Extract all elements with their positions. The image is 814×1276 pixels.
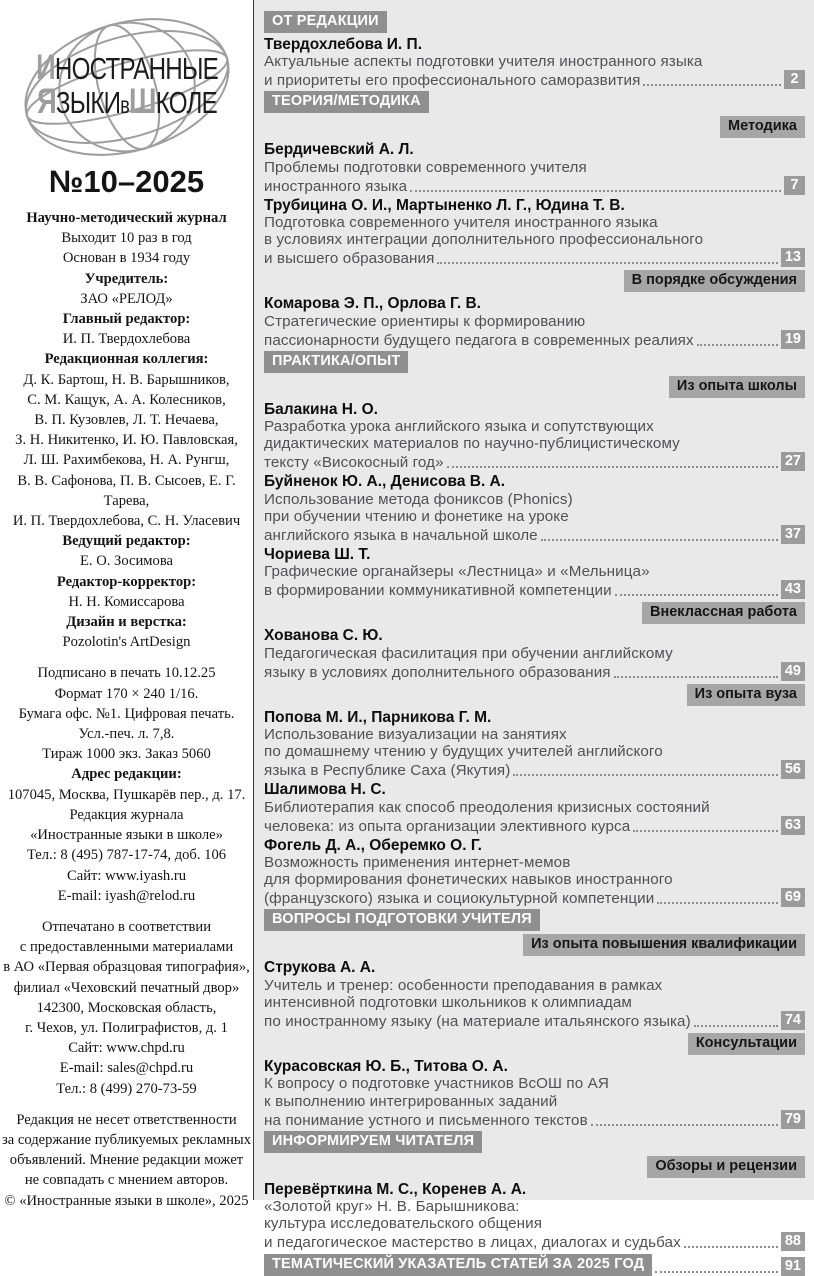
article-title-line: по иностранному языку (на материале итальянского языка) <box>264 1012 691 1030</box>
toc-article-entry <box>264 781 805 834</box>
article-title-line: человека: из опыта организации элективного курса <box>264 817 631 835</box>
article-authors: Курасовская Ю. Б., Титова О. А. <box>264 1058 508 1076</box>
sidebar-text-line: за содержание публикуемых рекламных <box>1 1131 252 1148</box>
dotted-leader <box>643 84 781 86</box>
toc-article-entry <box>264 36 805 89</box>
sidebar-text-line: в АО «Первая образцовая типография», <box>3 959 250 976</box>
toc-subsection-row <box>264 270 805 292</box>
article-authors: Струкова А. А. <box>264 959 376 977</box>
article-title-line: Использование визуализации на занятиях <box>264 726 567 744</box>
toc-article-entry <box>264 1058 805 1129</box>
article-authors: Чориева Ш. Т. <box>264 546 371 564</box>
sidebar-text-line: Редакция журнала <box>69 806 184 823</box>
sidebar-text-line: Адрес редакции: <box>71 766 182 783</box>
article-title-line: Педагогическая фасилитация при обучении английскому <box>264 644 673 662</box>
dotted-leader <box>684 1246 778 1248</box>
issue-number: №10–2025 <box>48 164 205 199</box>
article-title-last-row <box>264 248 805 267</box>
page-number: 74 <box>781 1011 805 1030</box>
sidebar-text-line: Отпечатано в соответствии <box>41 918 212 935</box>
page-number: 13 <box>781 248 805 267</box>
article-title-last-row <box>264 760 805 779</box>
sidebar-text-line: Н. Н. Комиссарова <box>68 593 185 610</box>
article-title-last-row <box>264 816 805 835</box>
article-title-line: Библиотерапия как способ преодоления кризисных состояний <box>264 798 710 816</box>
article-title-last-row <box>264 1011 805 1030</box>
sidebar-text-line: Тел.: 8 (499) 270-73-59 <box>56 1080 197 1097</box>
article-title-last-row <box>264 580 805 599</box>
dotted-leader <box>513 774 777 776</box>
toc-article-entry <box>264 401 805 472</box>
dotted-leader <box>410 190 781 192</box>
article-title-line: английского языка в начальной школе <box>264 526 538 544</box>
dotted-leader <box>541 539 778 541</box>
sidebar-text-line: ЗАО «РЕЛОД» <box>80 290 173 307</box>
sidebar-text-line: E-mail: iyash@relod.ru <box>57 887 196 904</box>
toc-section-badge: ОТ РЕДАКЦИИ <box>264 11 387 33</box>
logo-line-1: ИНОСТРАННЫЕ <box>35 48 218 87</box>
dotted-leader <box>633 830 778 832</box>
sidebar-text-line: И. П. Твердохлебова <box>62 331 191 348</box>
sidebar-text-line: © «Иностранные языки в школе», 2025 <box>4 1192 249 1209</box>
article-title-line: Стратегические ориентиры к формированию <box>264 312 586 330</box>
toc-article-entry <box>264 709 805 780</box>
page-number: 69 <box>781 888 805 907</box>
toc-subsection-badge: Из опыта повышения квалификации <box>523 934 805 956</box>
toc-article-entry <box>264 627 805 680</box>
sidebar-text-line: Усл.-печ. л. 7,8. <box>78 726 175 743</box>
sidebar-text-line: Научно-методический журнал <box>26 210 227 226</box>
page-number: 56 <box>781 760 805 779</box>
article-title-line: Возможность применения интернет-мемов <box>264 854 571 872</box>
sidebar-text-line: объявлений. Мнение редакции может <box>9 1152 244 1169</box>
article-title-line: при обучении чтению и фонетике на уроке <box>264 507 569 525</box>
sidebar-text-line: Сайт: www.iyash.ru <box>66 867 187 884</box>
toc-section-badge: ВОПРОСЫ ПОДГОТОВКИ УЧИТЕЛЯ <box>264 909 540 931</box>
toc-subsection-row <box>264 1156 805 1178</box>
article-title-line: Разработка урока английского языка и сопутствующих <box>264 418 654 436</box>
article-authors: Комарова Э. П., Орлова Г. В. <box>264 295 481 313</box>
sidebar-text-line: С. М. Кащук, А. А. Колесников, <box>27 391 226 408</box>
page-number: 19 <box>781 330 805 349</box>
article-title-line: Подготовка современного учителя иностранного языка <box>264 214 658 232</box>
sidebar-text-line: Тел.: 8 (495) 787-17-74, доб. 106 <box>26 847 227 864</box>
toc-section-badge: ТЕОРИЯ/МЕТОДИКА <box>264 91 429 113</box>
journal-logo <box>9 16 245 158</box>
dotted-leader <box>655 1271 778 1273</box>
sidebar-text-line: Главный редактор: <box>62 311 191 328</box>
toc-article-entry <box>264 473 805 544</box>
article-authors: Хованова С. Ю. <box>264 627 383 645</box>
sidebar-text-line: И. П. Твердохлебова, С. Н. Уласевич <box>12 513 241 530</box>
article-authors: Попова М. И., Парникова Г. М. <box>264 708 492 726</box>
article-title-line: языка в Республике Саха (Якутия) <box>264 762 511 780</box>
page-number: 27 <box>781 452 805 471</box>
toc-subsection-badge: Внеклассная работа <box>642 602 805 624</box>
sidebar-text-line: Тираж 1000 экз. Заказ 5060 <box>42 746 211 763</box>
article-authors: Шалимова Н. С. <box>264 781 386 799</box>
sidebar-text-line: Основан в 1934 году <box>62 250 191 267</box>
toc-subsection-badge: Из опыта школы <box>669 376 805 398</box>
sidebar-text-line: Pozolotin's ArtDesign <box>62 634 191 651</box>
article-authors: Перевёрткина М. С., Коренев А. А. <box>264 1180 527 1198</box>
sidebar-text-line: Редакция не несет ответственности <box>16 1111 237 1128</box>
toc-subsection-row <box>264 116 805 138</box>
toc-subsection-badge: Обзоры и рецензии <box>647 1156 805 1178</box>
sidebar-text-line: Бумага офс. №1. Цифровая печать. <box>18 705 235 722</box>
article-title-line: Проблемы подготовки современного учителя <box>264 158 587 176</box>
article-title-line: (французского) языка и социокультурной компетенции <box>264 890 655 908</box>
page-number: 63 <box>781 816 805 835</box>
toc-section-page-row <box>264 1254 805 1276</box>
article-title-last-row <box>264 1110 805 1129</box>
toc-article-entry <box>264 837 805 908</box>
article-authors: Балакина Н. О. <box>264 400 378 418</box>
toc-article-entry <box>264 141 805 194</box>
article-title-line: к выполнению интегрированных заданий <box>264 1092 558 1110</box>
dotted-leader <box>447 466 778 468</box>
sidebar-text-line: г. Чехов, ул. Полиграфистов, д. 1 <box>25 1019 228 1036</box>
article-authors: Фогель Д. А., Оберемко О. Г. <box>264 836 482 854</box>
toc-subsection-row <box>264 602 805 624</box>
article-title-line: по домашнему чтению у будущих учителей английского <box>264 743 663 761</box>
article-title-line: языку в условиях дополнительного образования <box>264 663 611 681</box>
sidebar-text-line: В. П. Кузовлев, Л. Т. Нечаева, <box>34 412 219 429</box>
page-number: 88 <box>781 1232 805 1251</box>
table-of-contents <box>253 0 814 1275</box>
article-title-last-row <box>264 176 805 195</box>
article-title-line: Актуальные аспекты подготовки учителя иностранного языка <box>264 53 703 71</box>
sidebar-text-line: Учредитель: <box>84 270 169 287</box>
toc-subsection-row <box>264 934 805 956</box>
sidebar-text-line: не совпадать с мнением авторов. <box>24 1172 229 1189</box>
toc-subsection-row <box>264 376 805 398</box>
sidebar-text-line: Формат 170 × 240 1/16. <box>54 685 199 702</box>
toc-subsection-row <box>264 1033 805 1055</box>
toc-article-entry <box>264 295 805 348</box>
article-title-line: Использование метода фониксов (Phonics) <box>264 490 573 508</box>
toc-subsection-badge: Методика <box>720 116 805 138</box>
sidebar-text-line: Сайт: www.chpd.ru <box>68 1040 185 1057</box>
toc-subsection-row <box>264 684 805 706</box>
dotted-leader <box>614 676 778 678</box>
toc-subsection-badge: В порядке обсуждения <box>624 270 805 292</box>
sidebar-text-line: Ведущий редактор: <box>62 533 191 550</box>
sidebar-text-line: Подписано в печать 10.12.25 <box>37 665 216 682</box>
article-title-line: «Золотой круг» Н. В. Барышникова: <box>264 1197 520 1215</box>
dotted-leader <box>694 1025 778 1027</box>
toc-article-entry <box>264 959 805 1030</box>
article-title-line: К вопросу о подготовке участников ВсОШ по АЯ <box>264 1075 609 1093</box>
article-title-line: и приоритеты его профессионального саморазвития <box>264 72 641 90</box>
sidebar-text-line: «Иностранные языки в школе» <box>30 827 223 844</box>
toc-subsection-badge: Консультации <box>688 1033 805 1055</box>
sidebar-text-line: филиал «Чеховский печатный двор» <box>13 979 240 996</box>
toc-article-entry <box>264 546 805 599</box>
article-title-last-row <box>264 330 805 349</box>
article-title-line: иностранного языка <box>264 177 408 195</box>
toc-section-row <box>264 351 805 373</box>
article-title-last-row <box>264 888 805 907</box>
article-title-line: Графические органайзеры «Лестница» и «Мельница» <box>264 563 650 581</box>
article-title-line: в формировании коммуникативной компетенции <box>264 582 612 600</box>
article-authors: Бердичевский А. Л. <box>264 141 414 159</box>
sidebar-text-line: Е. О. Зосимова <box>79 553 173 570</box>
sidebar-text-line: В. В. Сафонова, П. В. Сысоев, Е. Г. Тарева, <box>17 472 236 509</box>
article-title-line: для формирования фонетических навыков иностранного <box>264 871 673 889</box>
dotted-leader <box>437 262 777 264</box>
article-title-line: Учитель и тренер: особенности преподавания в рамках <box>264 976 663 994</box>
page-number: 91 <box>781 1257 805 1276</box>
article-title-line: тексту «Високосный год» <box>264 454 444 472</box>
article-title-line: в условиях интеграции дополнительного профессионального <box>264 231 704 249</box>
article-title-line: на понимание устного и письменного текстов <box>264 1111 588 1129</box>
article-title-last-row <box>264 525 805 544</box>
page-number: 43 <box>781 580 805 599</box>
article-title-line: и педагогическое мастерство в лицах, диалогах и судьбах <box>264 1234 681 1252</box>
toc-article-entry <box>264 1181 805 1252</box>
dotted-leader <box>591 1124 778 1126</box>
article-title-last-row <box>264 662 805 681</box>
toc-section-row <box>264 91 805 113</box>
toc-section-badge: ПРАКТИКА/ОПЫТ <box>264 351 408 373</box>
article-title-line: интенсивной подготовки школьников к олимпиадам <box>264 993 632 1011</box>
dotted-leader <box>697 344 778 346</box>
article-authors: Твердохлебова И. П. <box>264 36 422 53</box>
article-title-last-row <box>264 452 805 471</box>
article-title-line: культура исследовательского общения <box>264 1215 543 1233</box>
article-title-line: дидактических материалов по научно-публицистическому <box>264 435 680 453</box>
dotted-leader <box>657 902 778 904</box>
toc-section-row <box>264 1131 805 1153</box>
article-title-line: и высшего образования <box>264 250 435 268</box>
toc-subsection-badge: Из опыта вуза <box>687 684 805 706</box>
sidebar-text-line: Л. Ш. Рахимбекова, Н. А. Рунгш, <box>23 452 230 469</box>
page-number: 79 <box>781 1110 805 1129</box>
toc-section-row <box>264 11 805 33</box>
journal-info-sidebar <box>0 0 253 1209</box>
page-number: 49 <box>781 662 805 681</box>
toc-section-badge: ТЕМАТИЧЕСКИЙ УКАЗАТЕЛЬ СТАТЕЙ ЗА 2025 ГОД <box>264 1254 652 1276</box>
sidebar-text-line: Редактор-корректор: <box>56 573 197 590</box>
sidebar-text-line: Д. К. Бартош, Н. В. Барышников, <box>23 371 230 388</box>
sidebar-text-line: E-mail: sales@chpd.ru <box>59 1060 194 1077</box>
sidebar-text-line: З. Н. Никитенко, И. Ю. Павловская, <box>15 432 238 449</box>
toc-section-badge: ИНФОРМИРУЕМ ЧИТАТЕЛЯ <box>264 1131 482 1153</box>
page-number: 37 <box>781 525 805 544</box>
sidebar-text-line: 107045, Москва, Пушкарёв пер., д. 17. <box>7 786 246 803</box>
dotted-leader <box>615 594 778 596</box>
logo-line-2: ЯЗЫКИвШКОЛЕ <box>36 82 217 121</box>
article-title-last-row <box>264 1232 805 1251</box>
sidebar-text-line: Дизайн и верстка: <box>66 614 187 631</box>
toc-section-row <box>264 909 805 931</box>
article-authors: Буйненок Ю. А., Денисова В. А. <box>264 473 506 491</box>
sidebar-text-line: с предоставленными материалами <box>19 939 234 956</box>
sidebar-text-line: 142300, Московская область, <box>36 999 217 1016</box>
article-title-line: пассионарности будущего педагога в современных реалиях <box>264 331 694 349</box>
article-title-last-row <box>264 70 805 89</box>
toc-article-entry <box>264 197 805 268</box>
sidebar-text-line: Редакционная коллегия: <box>44 351 209 368</box>
page-number: 7 <box>784 176 805 195</box>
sidebar-text-line: Выходит 10 раз в год <box>61 230 192 247</box>
article-authors: Трубицина О. И., Мартыненко Л. Г., Юдина Т. В. <box>264 196 625 214</box>
sidebar-imprint <box>0 208 253 1211</box>
page-number: 2 <box>784 70 805 89</box>
